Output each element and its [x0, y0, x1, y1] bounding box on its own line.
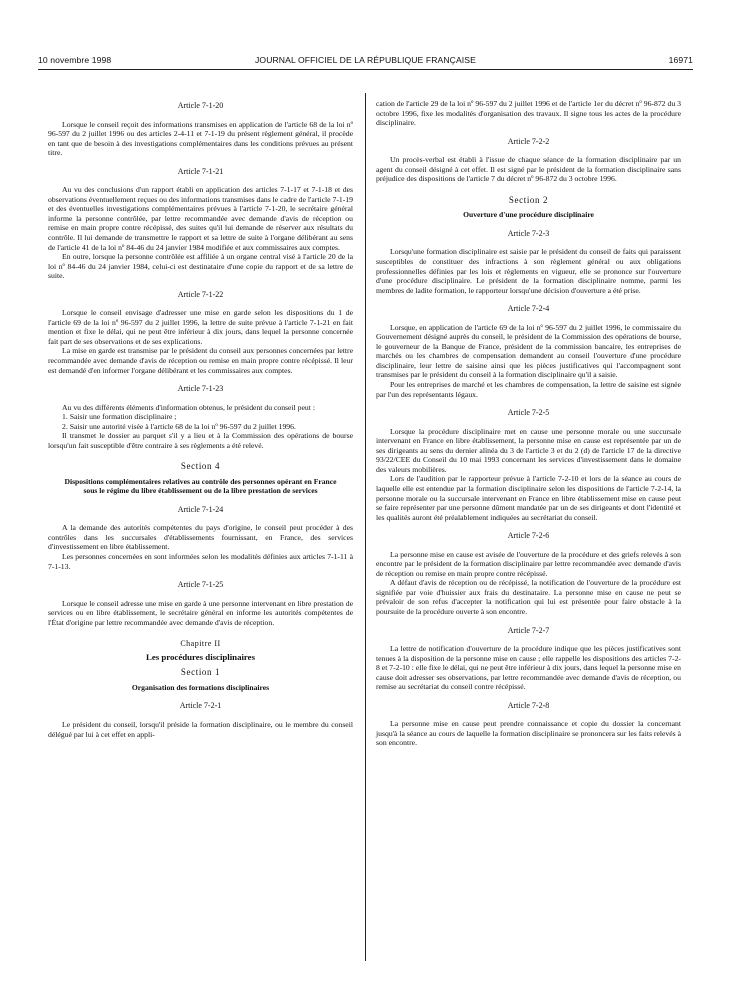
header-journal-title: JOURNAL OFFICIEL DE LA RÉPUBLIQUE FRANÇAISE	[255, 55, 476, 65]
paragraph: A la demande des autorités compétentes du pays d'origine, le conseil peut procéder à des contrôles dans les succursales d'établissements fournissant, en France, des services d'investissement en libre établissement.	[48, 523, 353, 552]
paragraph: Au vu des conclusions d'un rapport établi en application des articles 7-1-17 et 7-1-18 et des observations éventuellement reçues ou des informations transmises dans le cadre de l'article 7-1-19 et des éventuelles investigations complémentaires prévues à l'article 7-1-20, le secrétaire général informe la personne contrôlée, par lettre recommandée avec demande d'avis de réception ou remise en main propre contre récépissé, des suites qu'il lui demande de réserver aux résultats du contrôle. Il lui demande de transmettre le rapport et sa lettre de suite à l'organe délibérant au sens de l'article 41 de la loi nº 84-46 du 24 janvier 1984 modifiée et aux commissaires aux comptes.	[48, 185, 353, 252]
header-page-number: 16971	[668, 55, 693, 65]
section-title: Section 4	[180, 461, 221, 472]
section-title: Section 1	[180, 667, 221, 678]
right-column	[376, 99, 681, 748]
paragraph: A défaut d'avis de réception ou de récépissé, la notification de l'ouverture de la procédure est signifiée par voie d'huissier aux frais du destinataire. La personne mise en cause ne peut se prévaloir de son refus d'accepter la notification qui lui est présentée pour faire obstacle à la poursuite de la procédure ouverte à son encontre.	[376, 578, 681, 616]
list-item: 2. Saisir une autorité visée à l'article 68 de la loi nº 96-597 du 2 juillet 1996.	[62, 421, 296, 431]
article-title: Article 7-1-21	[177, 166, 224, 176]
paragraph: Pour les entreprises de marché et les chambres de compensation, la lettre de saisine est signée par l'un des représentants légaux.	[376, 380, 681, 399]
paragraph: Les personnes concernées en sont informées selon les modalités définies aux articles 7-1-11 à 7-1-13.	[48, 551, 353, 571]
header-date: 10 novembre 1998	[38, 55, 112, 65]
paragraph: La lettre de notification d'ouverture de la procédure indique que les pièces justificatives sont tenues à la disposition de la personne mise en cause ; elle rappelle les dispositions des articles 7-2-8 et 7-2-10 : elle fixe le délai, qui ne peut être inférieur à dix jours, dans lequel la personne mise en cause doit adresser ses observations, par lettre recommandée avec demande d'avis de réception, ou remise au secrétariat du conseil contre récépissé.	[376, 644, 681, 692]
article-title: Article 7-2-6	[507, 531, 550, 541]
paragraph: Il transmet le dossier au parquet s'il y a lieu et à la Commission des opérations de bourse lorsqu'un fait susceptible d'être contraire à ses règlements a été relevé.	[48, 431, 353, 450]
paragraph: Lors de l'audition par le rapporteur prévue à l'article 7-2-10 et lors de la séance au cours de laquelle elle est entendue par la formation disciplinaire selon les dispositions de l'article 7-2-14, la personne morale ou la succursale intervenant en France en libre établissement mise en cause peut se faire représenter par une personne dûment mandatée par un de ses dirigeants et dont l'identité et les qualités auront été préalablement indiquées au secrétariat du conseil.	[376, 474, 681, 522]
article-title: Article 7-2-8	[507, 700, 550, 710]
list-item: 1. Saisir une formation disciplinaire ;	[62, 412, 177, 422]
paragraph: En outre, lorsque la personne contrôlée est affiliée à un organe central visé à l'article 20 de la loi nº 84-46 du 24 janvier 1984, celui-ci est destinataire d'une copie du rapport et de sa lettre de suite.	[48, 252, 353, 281]
chapter-subtitle: Les procédures disciplinaires	[146, 651, 255, 662]
paragraph: Le président du conseil, lorsqu'il préside la formation disciplinaire, ou le membre du conseil délégué par lui à cet effet en appli-	[48, 719, 353, 739]
paragraph: Lorsque le conseil adresse une mise en garde à une personne intervenant en libre prestation de services ou en libre établissement, le secrétaire général en informe les autorités compétentes de l'État d'origine par lettre recommandée avec demande d'avis de réception.	[48, 598, 353, 627]
paragraph: Lorsqu'une formation disciplinaire est saisie par le président du conseil de faits qui paraissent susceptibles de constituer des infractions à son règlement général ou aux obligations professionnelles définies par les lois et règlements en vigueur, elle se prononce sur l'ouverture d'une procédure disciplinaire. Le président de la formation disciplinaire nomme, parmi les membres de ladite formation, le rapporteur lorsqu'une décision d'ouverture a été prise.	[376, 247, 681, 295]
paragraph: La personne mise en cause est avisée de l'ouverture de la procédure et des griefs relevés à son encontre par le président de la formation disciplinaire par lettre recommandée avec demande d'avis de réception ou remise en main propre contre récépissé.	[376, 549, 681, 578]
paragraph: La personne mise en cause peut prendre connaissance et copie du dossier la concernant jusqu'à la séance au cours de laquelle la formation disciplinaire se prononcera sur les faits relevés à son encontre.	[376, 719, 681, 748]
header-rule	[38, 69, 693, 70]
page-header	[38, 55, 693, 69]
paragraph: La mise en garde est transmise par le président du conseil aux personnes concernées par lettre recommandée avec demande d'avis de réception ou remise en main propre contre récépissé. Il leur est demandé d'en informer l'organe délibérant et les commissaires aux comptes.	[48, 346, 353, 375]
paragraph: cation de l'article 29 de la loi nº 96-597 du 2 juillet 1996 et de l'article 1er du décret nº 96-872 du 3 octobre 1996, fixe les modalités d'organisation des travaux. Il signe tous les actes de la procédure disciplinaire.	[376, 99, 681, 128]
article-title: Article 7-2-7	[507, 625, 550, 635]
section-subtitle: Organisation des formations disciplinaires	[131, 682, 270, 692]
article-title: Article 7-2-5	[507, 408, 550, 418]
article-title: Article 7-2-3	[507, 228, 550, 238]
article-title: Article 7-2-4	[507, 304, 550, 314]
article-title: Article 7-1-23	[177, 384, 224, 394]
section-title: Section 2	[508, 194, 549, 205]
article-title: Article 7-1-20	[177, 101, 224, 110]
article-title: Article 7-1-25	[177, 580, 224, 590]
left-column	[48, 101, 353, 739]
section-subtitle: Ouverture d'une procédure disciplinaire	[463, 210, 594, 220]
paragraph: Un procès-verbal est établi à l'issue de chaque séance de la formation disciplinaire par un agent du conseil désigné à cet effet. Il est signé par le président de la formation disciplinaire sans préjudice des dispositions de l'article 7 du décret nº 96-872 du 3 octobre 1996.	[376, 155, 681, 184]
article-title: Article 7-1-22	[177, 289, 224, 299]
paragraph: Lorsque le conseil reçoit des informations transmises en application de l'article 68 de la loi nº 96-597 du 2 juillet 1996 ou des articles 2-4-11 et 7-1-19 du présent règlement général, il procède en tant que de besoin à des investigations complémentaires dans les conditions prévues au présent titre.	[48, 119, 353, 158]
article-title: Article 7-2-1	[179, 701, 222, 711]
column-divider	[365, 93, 366, 961]
article-title: Article 7-2-2	[507, 136, 550, 146]
paragraph: Au vu des différents éléments d'information obtenus, le président du conseil peut :	[62, 402, 315, 412]
section-subtitle: Dispositions complémentaires relatives au contrôle des personnes opérant en France sous le régime du libre établissement ou de la libre prestation de services	[64, 476, 337, 496]
article-title: Article 7-1-24	[177, 504, 224, 514]
paragraph: Lorsque la procédure disciplinaire met en cause une personne morale ou une succursale intervenant en France en libre établissement, la personne mise en cause est représentée par un de ses dirigeants au sens du dernier alinéa du 3 de l'article 3 et du 2 (d) de l'article 17 de la directive 93/22/CEE du Conseil du 10 mai 1993 concernant les services d'investissement dans le domaine des valeurs mobilières.	[376, 426, 681, 474]
paragraph: Lorsque le conseil envisage d'adresser une mise en garde selon les dispositions du 1 de l'article 69 de la loi nº 96-597 du 2 juillet 1996, la lettre de suite prévue à l'article 7-1-21 en fait mention et fixe le délai, qui ne peut être inférieur à dix jours, dans lequel la personne concernée fait part de ses observations et de ses explications.	[48, 308, 353, 346]
paragraph: Lorsque, en application de l'article 69 de la loi nº 96-597 du 2 juillet 1996, le commissaire du Gouvernement désigné auprès du conseil, le président de la Commission des opérations de bourse, le gouverneur de la Banque de France, président de la commission bancaire, les entreprises de marchés ou les chambres de compensation demandent au conseil l'ouverture d'une procédure disciplinaire, leur lettre de saisine ainsi que les pièces justificatives qui l'accompagnent sont transmises par le président du conseil à la formation disciplinaire qu'il a saisie.	[376, 322, 681, 380]
chapter-title: Chapitre II	[180, 639, 221, 649]
